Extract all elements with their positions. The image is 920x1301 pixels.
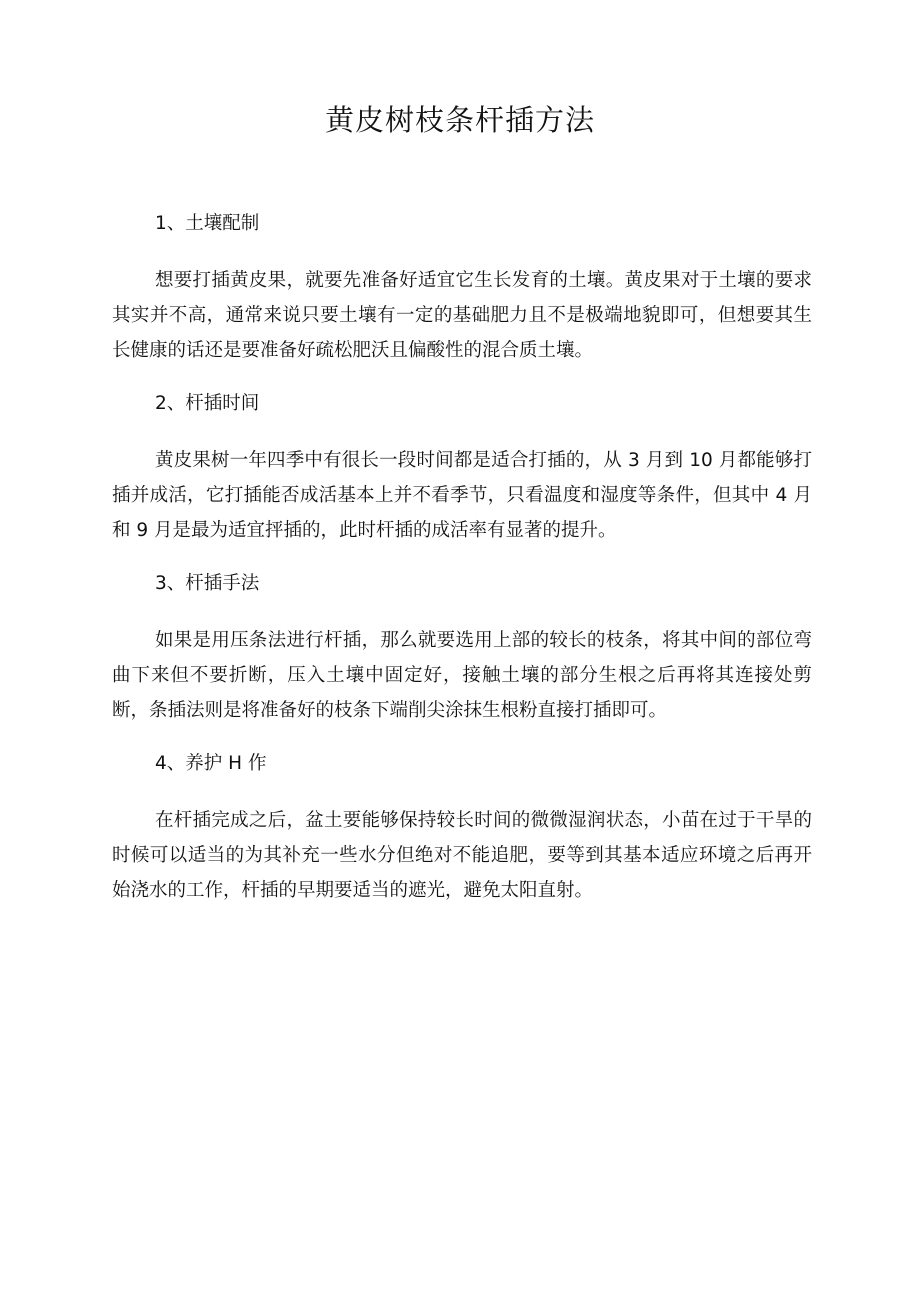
section-paragraph: 想要打插黄皮果，就要先准备好适宜它生长发育的土壤。黄皮果对于土壤的要求其实并不高，通常来说只要土壤有一定的基础肥力且不是极端地貌即可，但想要其生长健康的话还是要准备好疏松肥沃且偏酸性的混合质土壤。	[112, 270, 812, 361]
section-cutting-time	[112, 385, 812, 548]
section-heading: 1、土壤配制	[155, 213, 260, 234]
section-heading: 3、杆插手法	[155, 573, 260, 594]
section-heading: 2、杆插时间	[155, 393, 260, 414]
section-soil-preparation	[112, 205, 812, 368]
section-paragraph: 如果是用压条法进行杆插，那么就要选用上部的较长的枝条，将其中间的部位弯曲下来但不要折断，压入土壤中固定好，接触土壤的部分生根之后再将其连接处剪断，条插法则是将准备好的枝条下端削尖涂抹生根粉直接打插即可。	[112, 630, 812, 721]
section-maintenance	[112, 745, 812, 908]
document-title: 黄皮树枝条杆插方法	[324, 103, 595, 137]
section-heading: 4、养护 H 作	[155, 753, 267, 774]
document-body	[112, 205, 812, 925]
section-cutting-technique	[112, 565, 812, 728]
section-paragraph: 黄皮果树一年四季中有很长一段时间都是适合打插的，从 3 月到 10 月都能够打插并成活，它打插能否成活基本上并不看季节，只看温度和湿度等条件，但其中 4 月和 9 月是最为适宜抨插的，此时杆插的成活率有显著的提升。	[112, 450, 812, 541]
section-paragraph: 在杆插完成之后，盆土要能够保持较长时间的微微湿润状态，小苗在过于干旱的时候可以适当的为其补充一些水分但绝对不能追肥，要等到其基本适应环境之后再开始浇水的工作，杆插的早期要适当的遮光，避免太阳直射。	[112, 810, 812, 901]
